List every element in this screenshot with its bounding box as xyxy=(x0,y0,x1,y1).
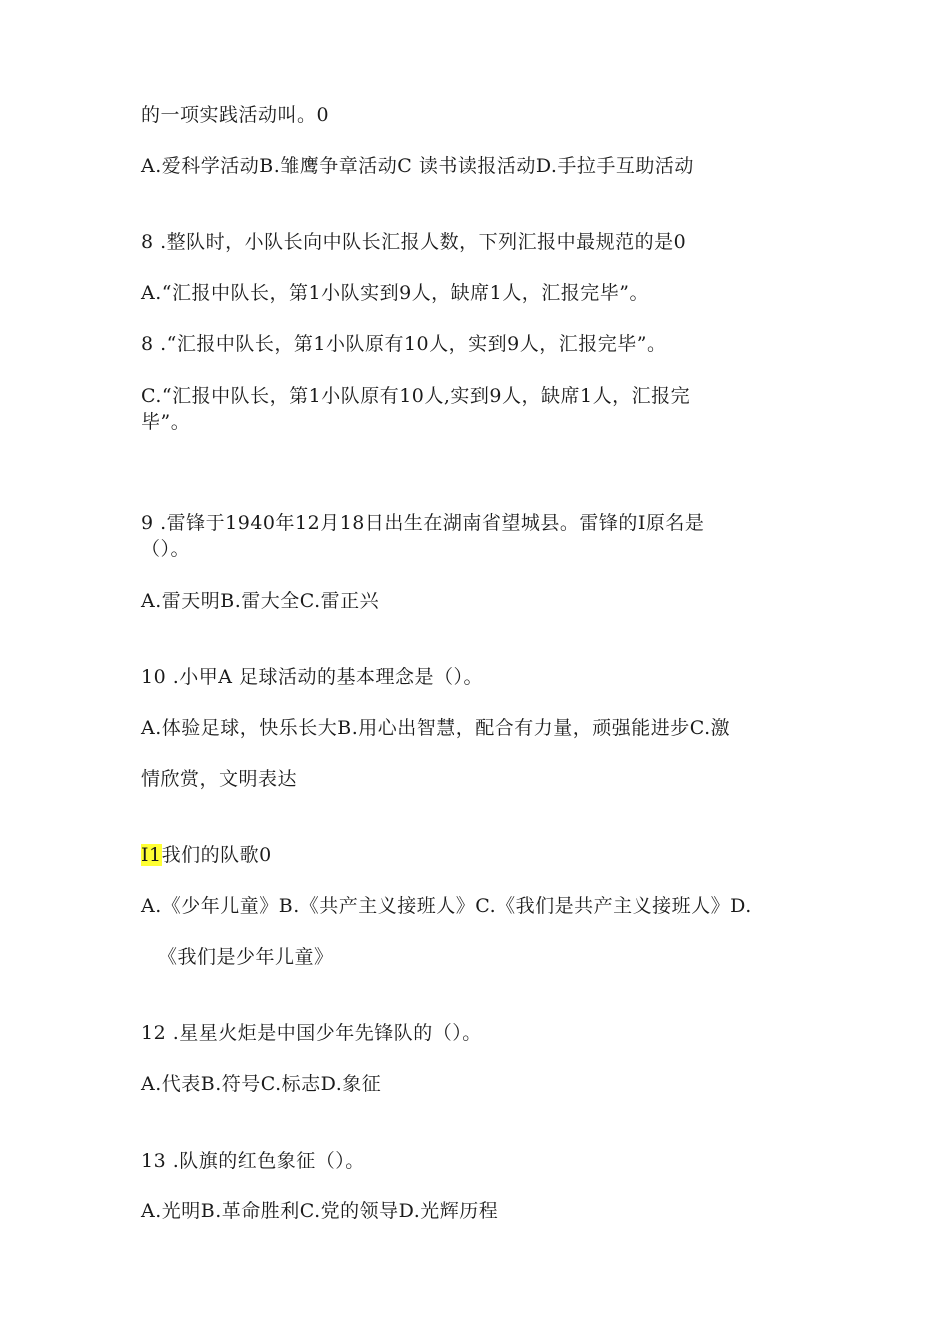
question-12-options: A.代表B.符号C.标志D.象征 xyxy=(141,1073,382,1095)
question-9-options: A.雷天明B.雷大全C.雷正兴 xyxy=(141,590,380,612)
question-10-options: A.体验足球，快乐长大B.用心出智慧，配合有力量，顽强能进步C.激 xyxy=(141,717,731,739)
question-10-stem: 10 .小甲A 足球活动的基本理念是（）。 xyxy=(141,666,484,688)
question-8-option-c-cont: 毕”。 xyxy=(141,411,191,433)
question-8-stem: 8 .整队时，小队长向中队长汇报人数，下列汇报中最规范的是0 xyxy=(141,231,687,253)
question-7-options: A.爱科学活动B.雏鹰争章活动C 读书读报活动D.手拉手互助活动 xyxy=(141,155,694,177)
question-8-option-b: 8 .“汇报中队长，第1小队原有10人，实到9人，汇报完毕”。 xyxy=(141,333,667,355)
question-13-stem: 13 .队旗的红色象征（）。 xyxy=(141,1150,365,1172)
question-7-stem-end: 的一项实践活动叫。0 xyxy=(141,104,330,126)
question-8-option-c: C.“汇报中队长，第1小队原有10人,实到9人，缺席1人，汇报完 xyxy=(141,385,691,407)
question-9-stem-cont: （）。 xyxy=(141,538,191,560)
question-11-options-cont: 《我们是少年儿童》 xyxy=(158,946,334,968)
question-11-stem xyxy=(141,841,272,869)
question-10-options-cont: 情欣赏，文明表达 xyxy=(141,768,298,790)
question-9-stem: 9 .雷锋于1940年12月18日出生在湖南省望城县。雷锋的I原名是 xyxy=(141,512,705,534)
question-11-options: A.《少年儿童》B.《共产主义接班人》C.《我们是共产主义接班人》D. xyxy=(141,895,752,917)
question-13-options: A.光明B.革命胜利C.党的领导D.光辉历程 xyxy=(141,1200,499,1222)
question-11-text: 我们的队歌0 xyxy=(161,844,272,866)
question-8-option-a: A.“汇报中队长，第1小队实到9人，缺席1人，汇报完毕”。 xyxy=(141,282,649,304)
question-12-stem: 12 .星星火炬是中国少年先锋队的（）。 xyxy=(141,1022,482,1044)
question-11-number-highlight: I1 xyxy=(141,844,162,866)
